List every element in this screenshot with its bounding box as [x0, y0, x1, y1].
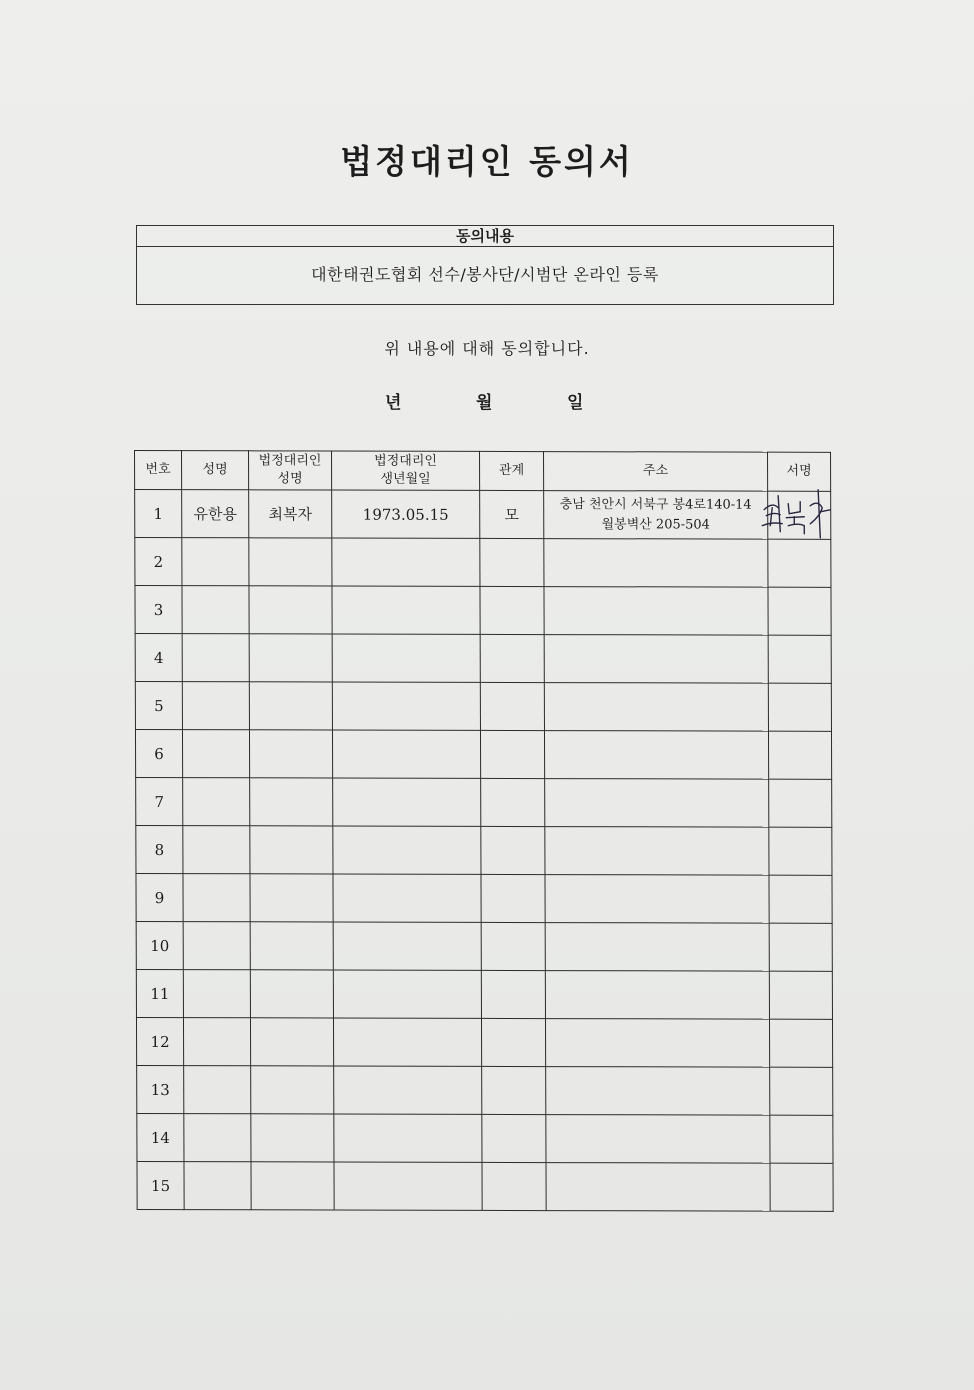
header-relation: 관계 [480, 451, 544, 490]
cell-relation [482, 1162, 546, 1210]
cell-address [545, 779, 769, 828]
cell-guardian-birth [332, 634, 480, 682]
date-day-label: 일 [567, 393, 584, 413]
agreement-text: 위 내용에 대해 동의합니다. [384, 339, 590, 358]
cell-guardian-name [250, 970, 333, 1018]
cell-guardian-birth [332, 538, 480, 586]
table-row [135, 538, 831, 588]
cell-relation [481, 1018, 545, 1066]
cell-relation [480, 538, 544, 586]
guardian-table [134, 450, 834, 1212]
cell-signature [769, 971, 832, 1019]
cell-guardian-name [250, 874, 333, 922]
cell-signature [768, 635, 831, 683]
address-line-1: 충남 천안시 서북구 봉4로140-14 [559, 496, 752, 513]
cell-guardian-birth [334, 1162, 482, 1210]
date-year-label: 년 [385, 393, 402, 413]
cell-no: 7 [136, 778, 183, 826]
table-row [135, 586, 831, 636]
cell-name [183, 1018, 250, 1066]
cell-guardian-birth [333, 778, 481, 826]
cell-no: 12 [136, 1017, 183, 1065]
table-row [136, 873, 832, 923]
cell-guardian-name [249, 538, 332, 586]
cell-guardian-name [250, 826, 333, 874]
table-row [136, 969, 832, 1019]
cell-guardian-birth: 1973.05.15 [332, 490, 480, 538]
cell-address [545, 971, 769, 1020]
cell-guardian-birth [332, 682, 480, 730]
consent-box [136, 225, 834, 305]
cell-name [184, 1066, 251, 1114]
cell-guardian-name [249, 586, 332, 634]
cell-relation: 모 [480, 490, 544, 538]
cell-address [544, 539, 768, 588]
cell-guardian-name [249, 730, 332, 778]
cell-guardian-name [249, 682, 332, 730]
cell-signature [769, 875, 832, 923]
cell-signature [768, 539, 831, 587]
cell-relation [480, 586, 544, 634]
cell-signature [770, 1067, 833, 1115]
cell-name [183, 970, 250, 1018]
table-row [136, 778, 832, 828]
cell-address [545, 875, 769, 924]
cell-guardian-birth [334, 1066, 482, 1114]
cell-relation [481, 970, 545, 1018]
cell-no: 9 [136, 873, 183, 921]
cell-signature [769, 827, 832, 875]
cell-guardian-birth [333, 826, 481, 874]
cell-guardian-birth [333, 922, 481, 970]
cell-address [545, 923, 769, 972]
table-row [136, 921, 832, 971]
cell-relation [480, 682, 544, 730]
cell-guardian-birth [332, 730, 480, 778]
table-header-row [135, 451, 831, 492]
header-guardian-birth [332, 451, 480, 490]
cell-guardian-birth [332, 586, 480, 634]
cell-name [184, 1162, 251, 1210]
cell-relation [481, 778, 545, 826]
cell-relation [481, 922, 545, 970]
cell-relation [481, 874, 545, 922]
page-title: 법정대리인 동의서 [340, 142, 634, 181]
cell-name [183, 826, 250, 874]
cell-signature [770, 1163, 833, 1211]
handwritten-signature [758, 482, 838, 542]
cell-address [546, 1067, 770, 1116]
cell-no: 8 [136, 826, 183, 874]
cell-guardian-name [250, 922, 333, 970]
table-row [135, 490, 831, 540]
cell-name [184, 1114, 251, 1162]
cell-guardian-name [250, 1018, 333, 1066]
cell-guardian-birth [333, 970, 481, 1018]
header-guardian-birth-line2: 생년월일 [380, 471, 431, 487]
cell-address [544, 731, 768, 780]
cell-address [544, 587, 768, 636]
header-guardian-birth-line1: 법정대리인 [374, 453, 437, 469]
cell-relation [480, 634, 544, 682]
cell-guardian-birth [333, 1018, 481, 1066]
table-row [135, 682, 831, 732]
table-row [137, 1161, 833, 1211]
header-no: 번호 [135, 451, 182, 490]
cell-no: 15 [137, 1161, 184, 1209]
cell-no: 10 [136, 921, 183, 969]
cell-no: 2 [135, 538, 182, 586]
cell-guardian-name [249, 634, 332, 682]
cell-signature [770, 1115, 833, 1163]
cell-address [546, 1115, 770, 1164]
cell-name [182, 538, 249, 586]
cell-guardian-name: 최복자 [249, 490, 332, 538]
cell-relation [482, 1066, 546, 1114]
header-guardian-name [249, 451, 332, 490]
cell-signature [769, 779, 832, 827]
cell-no: 3 [135, 586, 182, 634]
cell-signature [769, 923, 832, 971]
cell-relation [480, 730, 544, 778]
cell-guardian-birth [334, 1114, 482, 1162]
address-line-2: 월봉벽산 205-504 [601, 516, 710, 533]
cell-no: 1 [135, 490, 182, 538]
header-signature: 서명 [768, 452, 831, 491]
cell-guardian-name [250, 778, 333, 826]
header-name: 성명 [182, 451, 249, 490]
cell-name [182, 682, 249, 730]
cell-no: 5 [135, 682, 182, 730]
cell-guardian-name [251, 1114, 334, 1162]
header-guardian-name-line1: 법정대리인 [258, 453, 322, 469]
consent-header: 동의내용 [137, 226, 833, 247]
cell-address [544, 635, 768, 684]
cell-address [545, 827, 769, 876]
cell-address [545, 1019, 769, 1068]
cell-no: 6 [135, 730, 182, 778]
table-row [136, 1017, 832, 1067]
cell-name [182, 634, 249, 682]
cell-relation [482, 1114, 546, 1162]
header-guardian-name-line2: 성명 [277, 471, 303, 487]
cell-guardian-name [251, 1066, 334, 1114]
cell-name [183, 874, 250, 922]
cell-no: 11 [136, 969, 183, 1017]
cell-name [182, 730, 249, 778]
cell-address [544, 491, 768, 540]
cell-no: 4 [135, 634, 182, 682]
cell-guardian-name [251, 1162, 334, 1210]
header-address: 주소 [544, 452, 768, 492]
cell-name [183, 778, 250, 826]
table-row [137, 1065, 833, 1115]
cell-name: 유한용 [182, 490, 249, 538]
consent-content: 대한태권도협회 선수/봉사단/시범단 온라인 등록 [311, 265, 659, 284]
cell-relation [481, 826, 545, 874]
table-row [137, 1113, 833, 1163]
table-row [135, 634, 831, 684]
cell-address [544, 683, 768, 732]
cell-signature [769, 1019, 832, 1067]
table-row [136, 826, 832, 876]
cell-guardian-birth [333, 874, 481, 922]
cell-address [546, 1163, 770, 1212]
cell-name [182, 586, 249, 634]
cell-no: 14 [137, 1113, 184, 1161]
date-month-label: 월 [476, 393, 493, 413]
cell-signature [768, 683, 831, 731]
cell-signature [768, 731, 831, 779]
cell-name [183, 922, 250, 970]
cell-signature [768, 587, 831, 635]
cell-signature [768, 491, 831, 539]
table-row [135, 730, 831, 780]
cell-no: 13 [137, 1065, 184, 1113]
